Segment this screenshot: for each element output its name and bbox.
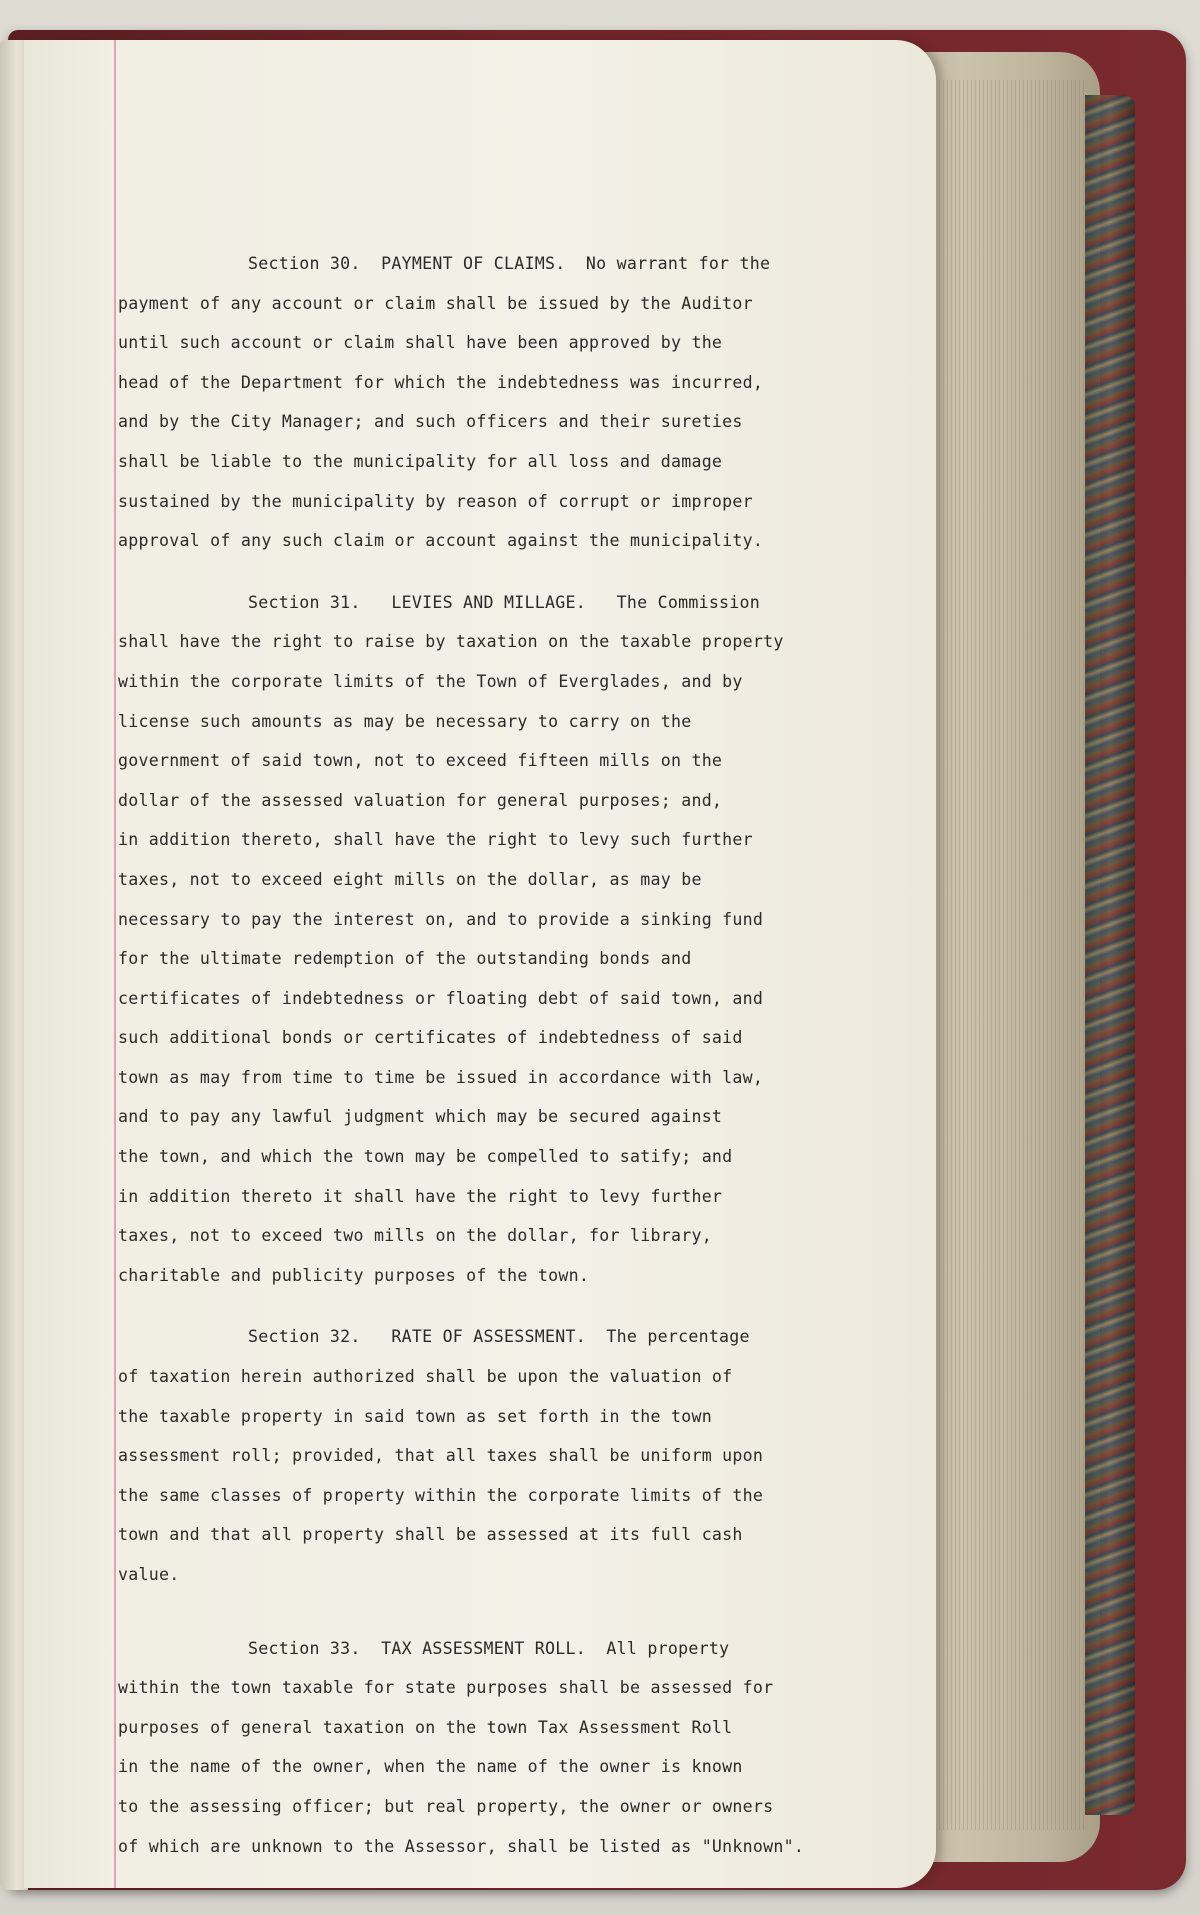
- text-line: head of the Department for which the indebtedness was incurred,: [118, 372, 764, 392]
- margin-rule: [114, 40, 116, 1888]
- text-line: taxes, not to exceed two mills on the dollar, for library,: [118, 1226, 712, 1246]
- text-line: of which are unknown to the Assessor, shall be listed as "Unknown".: [118, 1836, 805, 1856]
- page-text: [118, 244, 888, 1866]
- text-line: sustained by the municipality by reason of corrupt or improper: [118, 491, 753, 511]
- text-line: in addition thereto it shall have the right to levy further: [118, 1186, 723, 1206]
- text-line: and to pay any lawful judgment which may be secured against: [118, 1107, 723, 1127]
- section-heading: Section 30. PAYMENT OF CLAIMS. No warrant for the: [248, 254, 771, 273]
- section-33-paragraph: [118, 1629, 888, 1867]
- text-line: approval of any such claim or account against the municipality.: [118, 531, 764, 551]
- text-line: for the ultimate redemption of the outstanding bonds and: [118, 949, 692, 969]
- section-heading: Section 32. RATE OF ASSESSMENT. The percentage: [248, 1327, 750, 1347]
- text-line: dollar of the assessed valuation for general purposes; and,: [118, 790, 723, 810]
- page-stack-edges: [935, 80, 1085, 1830]
- text-line: shall have the right to raise by taxation on the taxable property: [118, 632, 784, 652]
- text-line: and by the City Manager; and such officers and their sureties: [118, 412, 743, 432]
- text-line: in the name of the owner, when the name of the owner is known: [118, 1757, 743, 1777]
- text-line: the same classes of property within the corporate limits of the: [118, 1485, 764, 1505]
- text-line: assessment roll; provided, that all taxes shall be uniform upon: [118, 1446, 764, 1466]
- text-line: to the assessing officer; but real property, the owner or owners: [118, 1796, 774, 1816]
- paragraph-gap: [118, 1595, 888, 1629]
- text-line: necessary to pay the interest on, and to provide a sinking fund: [118, 909, 764, 929]
- text-line: within the town taxable for state purposes shall be assessed for: [118, 1678, 774, 1698]
- section-heading: Section 31. LEVIES AND MILLAGE. The Commission: [248, 592, 761, 612]
- text-line: payment of any account or claim shall be issued by the Auditor: [118, 293, 753, 313]
- text-line: license such amounts as may be necessary to carry on the: [118, 711, 692, 731]
- text-line: in addition thereto, shall have the right to levy such further: [118, 830, 753, 850]
- section-31-paragraph: [118, 583, 888, 1296]
- section-32-paragraph: [118, 1317, 888, 1594]
- text-line: until such account or claim shall have been approved by the: [118, 333, 723, 353]
- paragraph-gap: [118, 1295, 888, 1317]
- text-line: value.: [118, 1565, 180, 1584]
- section-30-paragraph: [118, 244, 888, 561]
- text-line: shall be liable to the municipality for all loss and damage: [118, 451, 723, 471]
- text-line: of taxation herein authorized shall be upon the valuation of: [118, 1367, 733, 1387]
- paragraph-gap: [118, 561, 888, 583]
- section-heading: Section 33. TAX ASSESSMENT ROLL. All property: [248, 1638, 730, 1658]
- text-line: charitable and publicity purposes of the town.: [118, 1265, 590, 1285]
- text-line: purposes of general taxation on the town Tax Assessment Roll: [118, 1717, 733, 1737]
- text-line: the taxable property in said town as set forth in the town: [118, 1406, 712, 1426]
- marbled-fore-edge-shade: [1085, 95, 1135, 1815]
- text-line: within the corporate limits of the Town of Everglades, and by: [118, 671, 743, 691]
- text-line: government of said town, not to exceed fifteen mills on the: [118, 751, 723, 771]
- text-line: certificates of indebtedness or floating debt of said town, and: [118, 988, 764, 1008]
- text-line: such additional bonds or certificates of indebtedness of said: [118, 1028, 743, 1048]
- text-line: the town, and which the town may be compelled to satify; and: [118, 1147, 733, 1167]
- text-line: town as may from time to time be issued in accordance with law,: [118, 1067, 764, 1087]
- text-line: town and that all property shall be assessed at its full cash: [118, 1525, 743, 1545]
- text-line: taxes, not to exceed eight mills on the dollar, as may be: [118, 869, 702, 889]
